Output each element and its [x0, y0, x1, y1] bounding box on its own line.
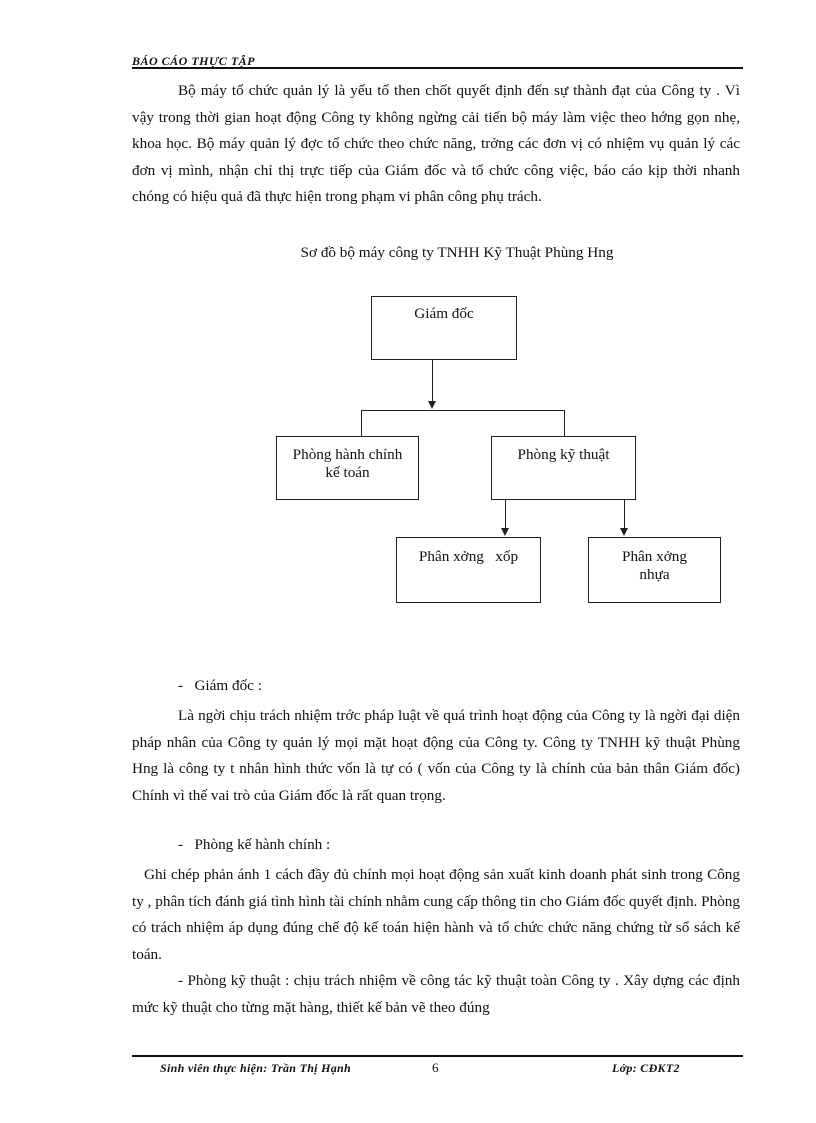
org-box-admin-accounting: Phòng hành chính kế toán: [276, 436, 419, 500]
connector-line: [564, 410, 565, 436]
org-box-plastic-workshop: Phân xởng nhựa: [588, 537, 721, 603]
arrow-down-icon: [501, 528, 509, 536]
org-box-foam-workshop: Phân xởng xốp: [396, 537, 541, 603]
connector-line: [361, 410, 362, 436]
footer-student: Sinh viên thực hiện: Trần Thị Hạnh: [160, 1061, 351, 1075]
page-number: 6: [432, 1060, 439, 1075]
org-box-director: Giám đốc: [371, 296, 517, 360]
connector-line: [361, 410, 565, 411]
org-box-technical: Phòng kỹ thuật: [491, 436, 636, 500]
accounting-description: Ghi chép phản ánh 1 cách đầy đủ chính mọi hoạt động sản xuất kinh doanh phát sinh trong Công ty , phân tích đánh giá tình hình tài chính nhằm cung cấp thông tin cho Giám đốc quyết định. Phòng có trách nhiệm áp dụng đúng chế độ kế toán hiện hành và tổ chức chức năng chứng từ sổ sách kế toán.: [132, 866, 740, 963]
director-description: Là ngời chịu trách nhiệm trớc pháp luật về quá trình hoạt động của Công ty là ngời đại diện pháp nhân của Công ty quản lý mọi mặt hoạt động của Công ty. Công ty TNHH kỹ thuật Phùng Hng là công ty t nhân hình thức vốn là tự có ( vốn của Công ty là chính của bản thân Giám đốc) Chính vì thế vai trò của Giám đốc là rất quan trọng.: [132, 707, 740, 804]
section-heading-director: - Giám đốc :: [178, 677, 262, 694]
connector-line: [624, 500, 625, 530]
connector-line: [432, 360, 433, 402]
report-header-title: BÁO CÁO THỰC TẬP: [132, 54, 255, 68]
section-heading-accounting: - Phòng kế hành chính :: [178, 836, 331, 853]
footer-divider: [132, 1055, 743, 1057]
technical-description: - Phòng kỹ thuật : chịu trách nhiệm về công tác kỹ thuật toàn Công ty . Xây dựng các định mức kỹ thuật cho từng mặt hàng, thiết kế bản vẽ theo đúng: [132, 972, 740, 1016]
footer-class: Lớp: CĐKT2: [612, 1061, 680, 1075]
intro-paragraph: Bộ máy tổ chức quản lý là yếu tố then chốt quyết định đến sự thành đạt của Công ty . Vì vậy trong thời gian hoạt động Công ty không ngừng cải tiến bộ máy làm việc theo hớng gọn nhẹ, khoa học. Bộ máy quản lý đợc tổ chức theo chức năng, trởng các đơn vị có nhiệm vụ quản lý các đơn vị mình, nhận chỉ thị trực tiếp của Giám đốc và tổ chức công việc, báo cáo kịp thời nhanh chóng có hiệu quả đã thực hiện trong phạm vi phân công phụ trách.: [132, 82, 740, 205]
arrow-down-icon: [620, 528, 628, 536]
connector-line: [505, 500, 506, 530]
org-chart-caption: Sơ đồ bộ máy công ty TNHH Kỹ Thuật Phùng Hng: [300, 244, 614, 261]
arrow-down-icon: [428, 401, 436, 409]
header-divider: [132, 67, 743, 69]
